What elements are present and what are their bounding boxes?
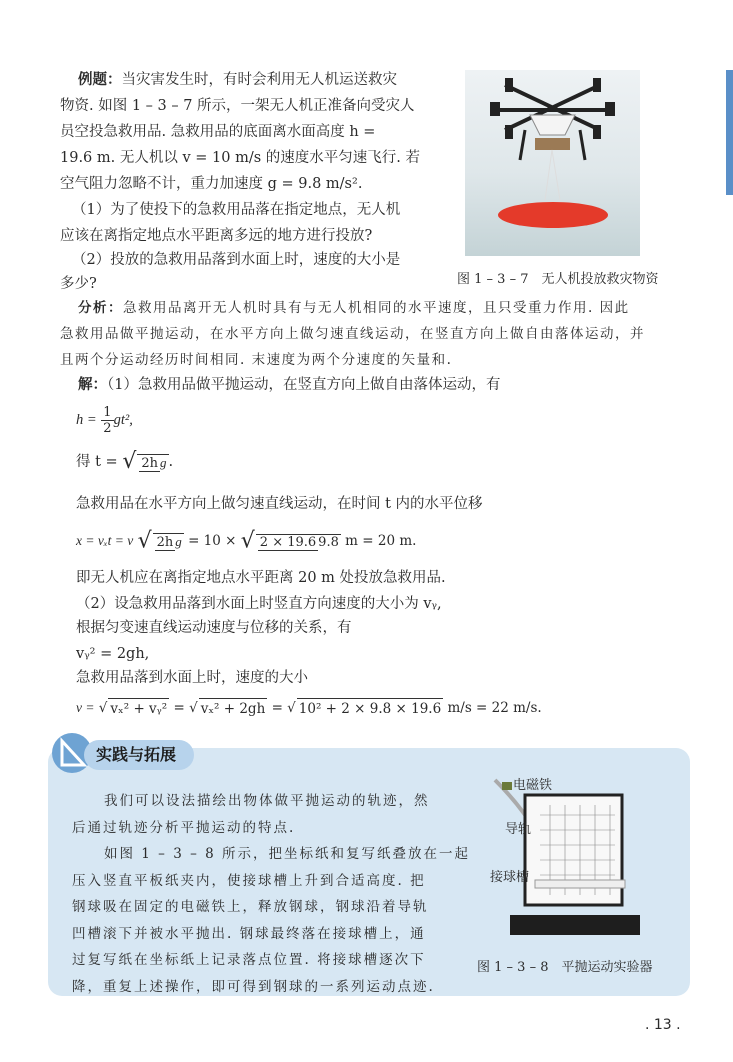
numerator: 2h: [156, 535, 174, 550]
text: gt²,: [113, 412, 133, 428]
question-1: （1）为了使投下的急救用品落在指定地点，无人机: [72, 202, 401, 218]
text: x = vₓt = v: [76, 533, 134, 548]
question-1: 应该在离指定地点水平距离多远的地方进行投放?: [60, 228, 373, 244]
denominator: 2: [103, 420, 112, 436]
question-2: 多少?: [60, 276, 97, 292]
text: =: [271, 700, 283, 716]
sqrt-icon: √: [122, 449, 137, 474]
radicand: 10² + 2 × 9.8 × 19.6: [297, 698, 443, 719]
text: = 10 ×: [188, 533, 237, 549]
fraction: [137, 454, 168, 471]
text: 当灾害发生时，有时会利用无人机运送救灾: [121, 72, 397, 88]
text: v =: [76, 700, 95, 715]
text: 如图 1 – 3 – 8 所示，把坐标纸和复写纸叠放在一起: [104, 846, 471, 862]
formula-t: [76, 444, 173, 480]
text: 凹槽滚下并被水平抛出. 钢球最终落在接球槽上，通: [72, 925, 426, 942]
text: 我们可以设法描绘出物体做平抛运动的轨迹，然: [104, 793, 430, 809]
example-label: 例题：: [78, 72, 122, 88]
analysis-line: [78, 298, 630, 318]
analysis-label: 分析：: [78, 300, 123, 316]
example-line: 物资. 如图 1 – 3 – 7 所示，一架无人机正准备向受灾人: [60, 98, 415, 114]
practice-title: 实践与拓展: [96, 745, 177, 764]
sqrt-icon: √: [137, 528, 152, 554]
denominator: 9.8: [318, 534, 339, 550]
text: 得 t =: [76, 454, 118, 470]
page-number: . 13 .: [645, 1017, 681, 1033]
radicand: vₓ² + vᵧ²: [108, 698, 169, 719]
fraction: [101, 405, 113, 436]
solution-label: 解：: [78, 377, 107, 393]
formula-v: v = √ vₓ² + vᵧ² = √ vₓ² + 2gh = √ 10² + 2 × 9.8 × 19.6 m/s = 22 m/s.: [76, 700, 542, 717]
denominator: g: [160, 454, 167, 470]
text: =: [173, 700, 185, 716]
question-2: （2）投放的急救用品落到水面上时，速度的大小是: [72, 252, 401, 268]
label-catcher: 接球槽: [490, 870, 530, 885]
text: 降，重复上述操作，即可得到钢球的一系列运动点迹.: [72, 978, 435, 995]
analysis-line: 且两个分运动经历时间相同. 末速度为两个分速度的矢量和.: [60, 352, 453, 368]
text: h =: [76, 412, 97, 428]
figure-2-caption: 图 1 – 3 – 8 平抛运动实验器: [477, 960, 653, 975]
denominator: g: [175, 534, 182, 549]
formula-vy: vᵧ² = 2gh,: [76, 646, 150, 662]
fraction: [153, 533, 184, 550]
drone-photo: [465, 70, 640, 256]
example-line: [78, 70, 397, 90]
example-line: 19.6 m. 无人机以 v = 10 m/s 的速度水平匀速飞行. 若: [60, 150, 420, 166]
label-electromagnet: 电磁铁: [513, 778, 553, 793]
label-rail: 导轨: [505, 822, 532, 837]
solution-line: 急救用品落到水面上时，速度的大小: [76, 670, 308, 686]
text: 过复写纸在坐标纸上记录落点位置. 将接球槽逐次下: [72, 952, 426, 968]
sqrt-icon: √: [240, 528, 255, 554]
solution-line: [78, 375, 500, 395]
text: 钢球吸在固定的电磁铁上，释放钢球，钢球沿着导轨: [72, 899, 429, 915]
text: m/s = 22 m/s.: [447, 700, 542, 716]
text: （1）急救用品做平抛运动，在竖直方向上做自由落体运动，有: [107, 377, 501, 393]
text: 急救用品离开无人机时具有与无人机相同的水平速度，且只受重力作用. 因此: [123, 300, 630, 316]
example-line: 员空投急救用品. 急救用品的底面离水面高度 h =: [60, 124, 376, 140]
example-line: 空气阻力忽略不计，重力加速度 g = 9.8 m/s².: [60, 176, 363, 192]
practice-text: [72, 788, 470, 1000]
solution-line: 即无人机应在离指定地点水平距离 20 m 处投放急救用品.: [76, 570, 446, 586]
formula-x: [76, 522, 416, 561]
formula-h: [76, 402, 133, 438]
solution-line: （2）设急救用品落到水面上时竖直方向速度的大小为 vᵧ,: [76, 596, 442, 612]
figure-1-caption: 图 1 – 3 – 7 无人机投放救灾物资: [457, 272, 659, 287]
solution-line: 根据匀变速直线运动速度与位移的关系，有: [76, 620, 352, 636]
numerator: 1: [103, 404, 112, 420]
analysis-line: 急救用品做平抛运动，在水平方向上做匀速直线运动，在竖直方向上做自由落体运动，并: [60, 326, 645, 342]
drone-illustration: [465, 70, 640, 256]
chapter-edge-tab: [726, 70, 733, 195]
solution-line: 急救用品在水平方向上做匀速直线运动，在时间 t 内的水平位移: [76, 496, 483, 512]
text: m = 20 m.: [345, 533, 417, 549]
fraction: [256, 534, 341, 550]
numerator: 2h: [141, 455, 158, 471]
radicand: vₓ² + 2gh: [199, 698, 268, 719]
text: .: [168, 454, 174, 470]
text: 压入竖直平板纸夹内，使接球槽上升到合适高度. 把: [72, 872, 426, 889]
numerator: 2 × 19.6: [259, 534, 317, 550]
experiment-apparatus: [490, 775, 650, 945]
text: 后通过轨迹分析平抛运动的特点.: [72, 819, 296, 836]
